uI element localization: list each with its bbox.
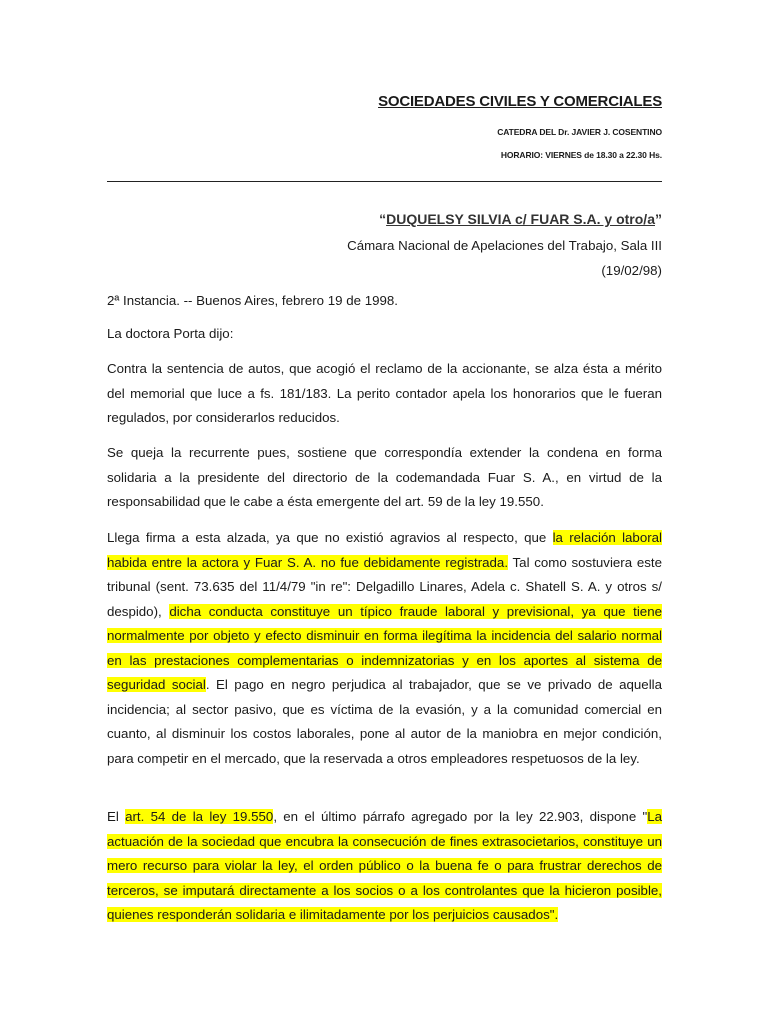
case-open-quote: “	[379, 211, 387, 227]
p3-text-c: . El pago en negro perjudica al trabajador, que se ve privado de aquella incidencia; al sector pasivo, que es víctima de la evasión, y a la comunidad comercial en cuanto, al disminuir los costos laborales, pone al autor de la maniobra en mejor condición, para competir en el mercado, que la reservada a otros empleadores respetuosos de la ley.	[107, 677, 662, 766]
case-close-quote: ”	[655, 211, 662, 227]
p3-text-a: Llega firma a esta alzada, ya que no existió agravios al respecto, que	[107, 530, 553, 545]
judge-line: La doctora Porta dijo:	[107, 326, 234, 341]
paragraph-4	[107, 805, 662, 928]
course-title: SOCIEDADES CIVILES Y COMERCIALES	[378, 93, 662, 110]
p4-highlight-1: art. 54 de la ley 19.550	[125, 809, 274, 824]
p4-text-a: El	[107, 809, 126, 824]
paragraph-2: Se queja la recurrente pues, sostiene que correspondía extender la condena en forma solidaria a la presidente del directorio de la codemandada Fuar S. A., en virtud de la responsabilidad que le cabe a ésta emergente del art. 59 de la ley 19.550.	[107, 445, 662, 509]
chair-line: CATEDRA DEL Dr. JAVIER J. COSENTINO	[497, 127, 662, 137]
case-title	[379, 211, 662, 227]
paragraph-1: Contra la sentencia de autos, que acogió el reclamo de la accionante, se alza ésta a mérito del memorial que luce a fs. 181/183. La perito contador apela los honorarios que le fueran regulados, por considerarlos reducidos.	[107, 361, 662, 425]
instance-line: 2ª Instancia. -- Buenos Aires, febrero 19 de 1998.	[107, 293, 398, 308]
case-title-text: DUQUELSY SILVIA c/ FUAR S.A. y otro/a	[386, 211, 655, 227]
paragraph-3	[107, 526, 662, 771]
ruling-date: (19/02/98)	[601, 263, 662, 278]
p3-text-b: Tal como sostuviera este tribunal (sent. 73.635 del 11/4/79 "in re": Delgadillo Linares, Adela c. Shatell S. A. y otros s/ despido),	[107, 554, 662, 619]
p3-highlight-1: la relación laboral habida entre la actora y Fuar S. A. no fue debidamente registrada.	[107, 530, 662, 570]
p4-highlight-2: La actuación de la sociedad que encubra la consecución de fines extrasocietarios, constituye un mero recurso para violar la ley, el orden público o la buena fe o para frustrar derechos de terceros, se imputará directamente a los socios o a los controlantes que la hicieron posible, quienes responderán solidaria e ilimitadamente por los perjuicios causados".	[107, 809, 663, 922]
schedule-line: HORARIO: VIERNES de 18.30 a 22.30 Hs.	[500, 150, 662, 160]
header-divider	[107, 181, 662, 182]
court-name: Cámara Nacional de Apelaciones del Trabajo, Sala III	[347, 238, 662, 253]
p4-text-b: , en el último párrafo agregado por la ley 22.903, dispone "	[273, 809, 648, 824]
p3-highlight-2: dicha conducta constituye un típico fraude laboral y previsional, ya que tiene normalmente por objeto y efecto disminuir en forma ilegítima la incidencia del salario normal en las prestaciones complementarias o indemnizatorias y en los aportes al sistema de seguridad social	[107, 603, 662, 692]
